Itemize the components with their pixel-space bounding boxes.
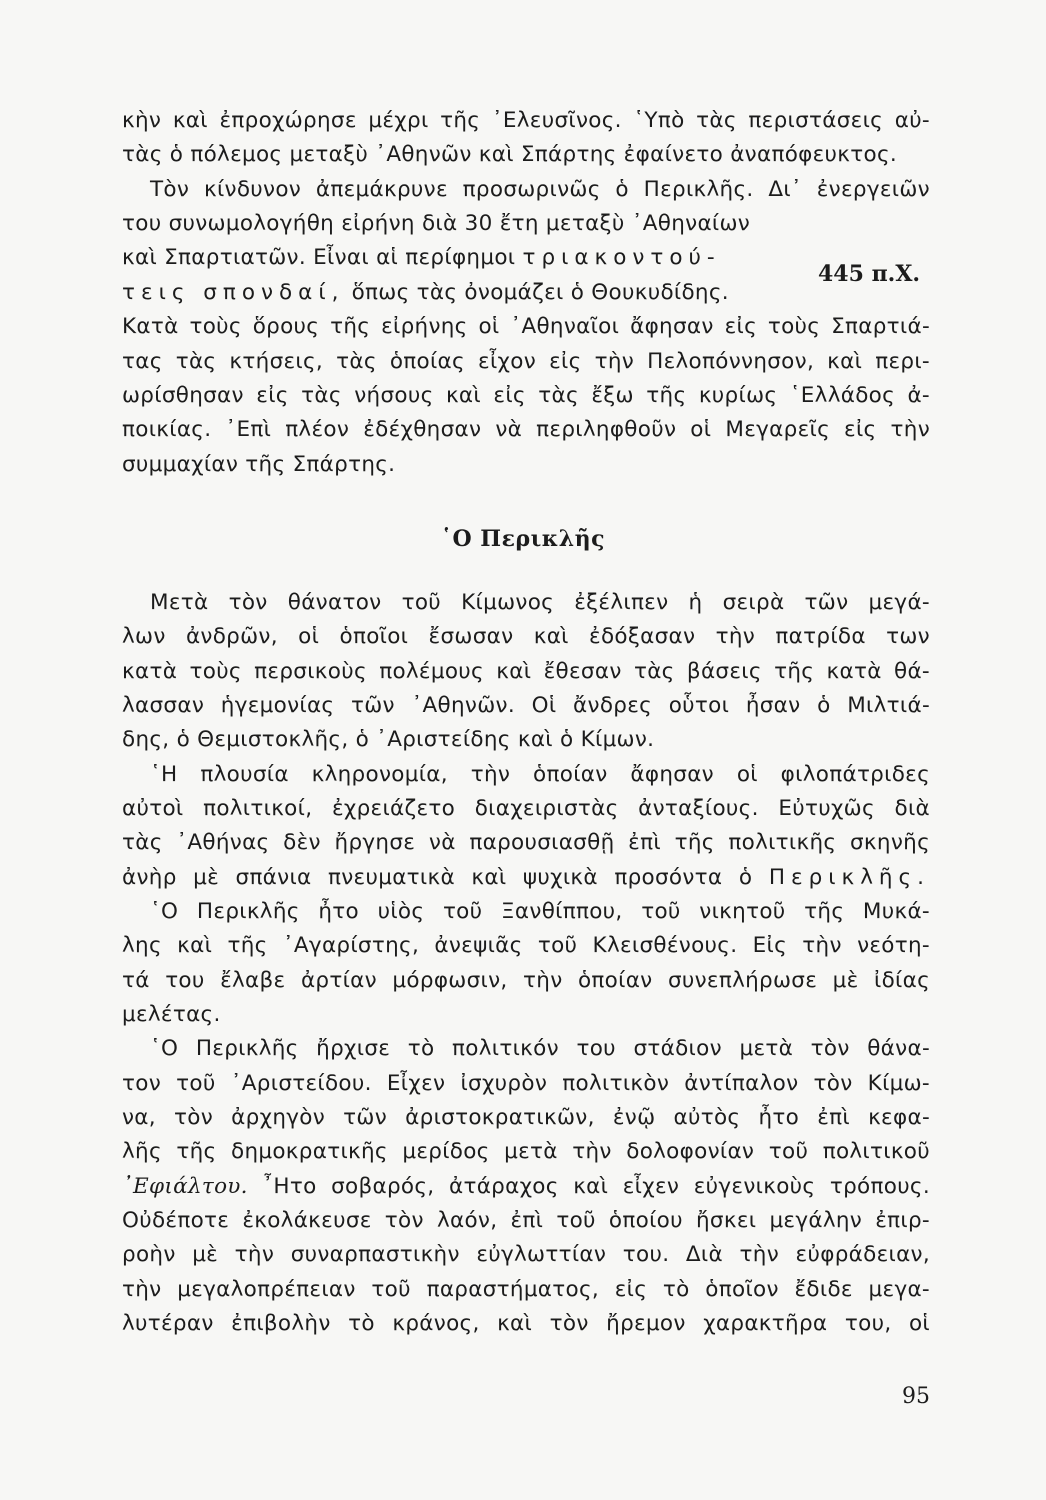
text-line: λυτέραν ἐπιβολὴν τὸ κράνος, καὶ τὸν ἤρεμον χαρακτῆρα του, οἱ	[122, 1311, 930, 1336]
text-line: Μετὰ τὸν θάνατον τοῦ Κίμωνος ἐξέλιπεν ἡ σειρὰ τῶν μεγά-	[150, 590, 930, 615]
text-line: ροὴν μὲ τὴν συναρπαστικὴν εὐγλωττίαν του. Διὰ τὴν εὐφράδειαν,	[122, 1242, 930, 1267]
text-line: δης, ὁ Θεμιστοκλῆς, ὁ ᾿Αριστείδης καὶ ὁ Κίμων.	[122, 727, 655, 752]
text-line	[122, 1170, 930, 1204]
text-line: συμμαχίαν τῆς Σπάρτης.	[122, 452, 396, 477]
text-line: λης καὶ τῆς ᾿Αγαρίστης, ἀνεψιᾶς τοῦ Κλεισθένους. Εἰς τὴν νεότη-	[122, 933, 930, 958]
text-span: ὅπως τὰς ὀνομάζει ὁ Θουκυδίδης.	[344, 280, 729, 305]
text-line: τὰς ᾿Αθήνας δὲν ἤργησε νὰ παρουσιασθῇ ἐπὶ τῆς πολιτικῆς σκηνῆς	[122, 830, 930, 855]
text-line: ποικίας. ᾿Επὶ πλέον ἐδέχθησαν νὰ περιληφθοῦν οἱ Μεγαρεῖς εἰς τὴν	[122, 417, 930, 442]
text-line: να, τὸν ἀρχηγὸν τῶν ἀριστοκρατικῶν, ἐνῷ αὐτὸς ἦτο ἐπὶ κεφα-	[122, 1105, 930, 1130]
emphasized-term: τεις σπονδαί,	[122, 280, 345, 305]
text-line: μελέτας.	[122, 1002, 221, 1027]
text-span: καὶ Σπαρτιατῶν. Εἶναι αἱ περίφημοι	[122, 245, 523, 270]
text-span: ῏Ητο σοβαρός, ἀτάραχος καὶ εἶχεν εὐγενικοὺς τρόπους.	[247, 1174, 930, 1199]
text-line: ῾Ο Περικλῆς ἤρχισε τὸ πολιτικόν του στάδιον μετὰ τὸν θάνα-	[150, 1036, 930, 1061]
section-title: ῾Ο Περικλῆς	[440, 526, 606, 552]
text-line: Οὐδέποτε ἐκολάκευσε τὸν λαόν, ἐπὶ τοῦ ὁποίου ἤσκει μεγάλην ἐπιρ-	[122, 1208, 930, 1233]
text-line: τά του ἔλαβε ἀρτίαν μόρφωσιν, τὴν ὁποίαν συνεπλήρωσε μὲ ἰδίας	[122, 968, 930, 993]
text-line: τὰς ὁ πόλεμος μεταξὺ ᾿Αθηνῶν καὶ Σπάρτης ἐφαίνετο ἀναπόφευκτος.	[122, 142, 898, 167]
margin-date-note: 445 π.Χ.	[818, 261, 921, 287]
text-line: Κατὰ τοὺς ὅρους τῆς εἰρήνης οἱ ᾿Αθηναῖοι ἄφησαν εἰς τοὺς Σπαρτιά-	[122, 314, 930, 339]
text-line	[122, 861, 930, 895]
text-line: λῆς τῆς δημοκρατικῆς μερίδος μετὰ τὴν δολοφονίαν τοῦ πολιτικοῦ	[122, 1139, 930, 1164]
text-line	[122, 276, 930, 310]
emphasized-term: τριακοντού-	[522, 245, 721, 270]
text-line: τας τὰς κτήσεις, τὰς ὁποίας εἶχον εἰς τὴν Πελοπόννησον, καὶ περι-	[122, 349, 930, 374]
text-line: ῾Η πλουσία κληρονομία, τὴν ὁποίαν ἄφησαν οἱ φιλοπάτριδες	[150, 762, 930, 787]
text-line: αὐτοὶ πολιτικοί, ἐχρειάζετο διαχειριστὰς ἀνταξίους. Εὐτυχῶς διὰ	[122, 796, 930, 821]
text-line: Τὸν κίνδυνον ἀπεμάκρυνε προσωρινῶς ὁ Περικλῆς. Δι᾿ ἐνεργειῶν	[150, 177, 930, 202]
text-line: κὴν καὶ ἐπροχώρησε μέχρι τῆς ᾿Ελευσῖνος. ῾Υπὸ τὰς περιστάσεις αὐ-	[122, 108, 930, 133]
text-line: ωρίσθησαν εἰς τὰς νήσους καὶ εἰς τὰς ἔξω τῆς κυρίως ῾Ελλάδος ἀ-	[122, 383, 930, 408]
emphasized-term: Περικλῆς.	[768, 865, 930, 890]
text-line: λασσαν ἡγεμονίας τῶν ᾿Αθηνῶν. Οἱ ἄνδρες οὗτοι ἦσαν ὁ Μιλτιά-	[122, 693, 930, 718]
text-line: κατὰ τοὺς περσικοὺς πολέμους καὶ ἔθεσαν τὰς βάσεις τῆς κατὰ θά-	[122, 659, 930, 684]
page-number: 95	[902, 1384, 930, 1409]
text-line: τὴν μεγαλοπρέπειαν τοῦ παραστήματος, εἰς τὸ ὁποῖον ἔδιδε μεγα-	[122, 1277, 930, 1302]
text-line: του συνωμολογήθη εἰρήνη διὰ 30 ἔτη μεταξὺ ᾿Αθηναίων	[122, 211, 751, 236]
text-line	[122, 241, 802, 275]
text-line: λων ἀνδρῶν, οἱ ὁποῖοι ἔσωσαν καὶ ἐδόξασαν τὴν πατρίδα των	[122, 624, 930, 649]
text-line: τον τοῦ ᾿Αριστείδου. Εἶχεν ἰσχυρὸν πολιτικὸν ἀντίπαλον τὸν Κίμω-	[122, 1071, 930, 1096]
italic-name: ᾿Εφιάλτου.	[122, 1174, 248, 1199]
text-line: ῾Ο Περικλῆς ἦτο υἱὸς τοῦ Ξανθίππου, τοῦ νικητοῦ τῆς Μυκά-	[150, 899, 930, 924]
text-span: ἀνὴρ μὲ σπάνια πνευματικὰ καὶ ψυχικὰ προσόντα ὁ	[122, 865, 769, 890]
